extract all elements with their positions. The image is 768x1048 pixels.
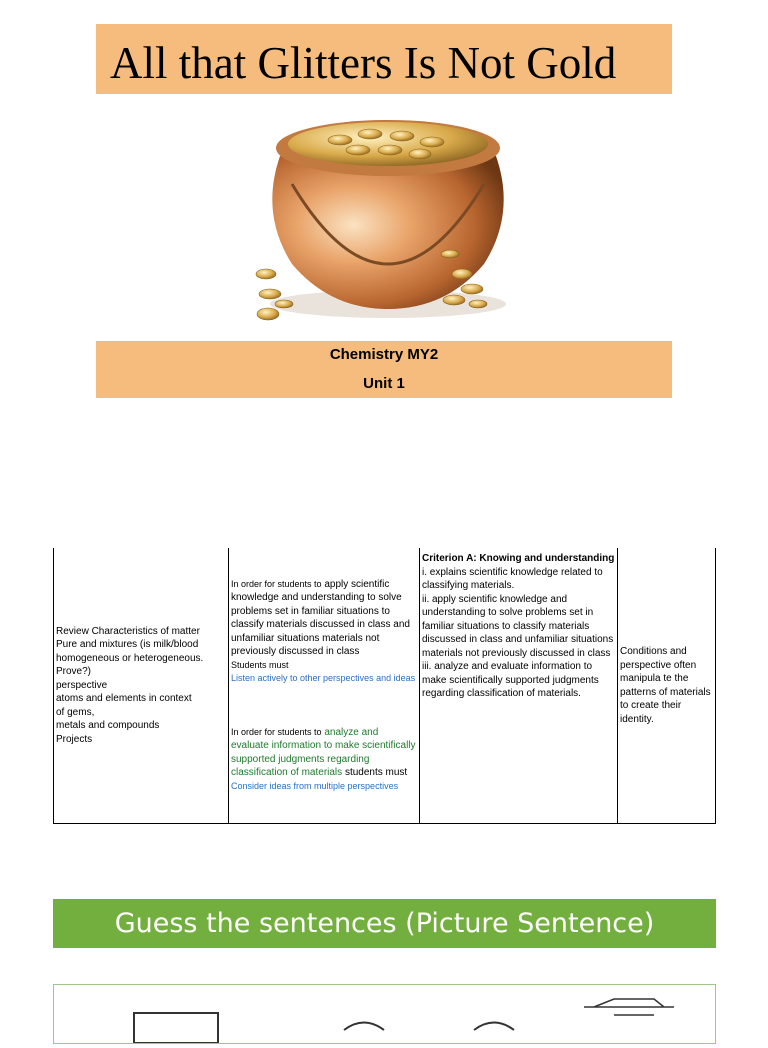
content-line: Review Characteristics of matter xyxy=(56,625,200,637)
title-banner xyxy=(96,24,672,94)
atl-skill: Consider ideas from multiple perspectives xyxy=(231,780,399,791)
content-line: Prove?) xyxy=(56,666,92,678)
content-line: of gems, xyxy=(56,706,95,718)
gold-pot-image xyxy=(240,104,536,336)
criterion-item: iii. analyze and evaluate information to make scientifically supported judgments regarding classification of materials. xyxy=(422,661,599,699)
atl-skill: Listen actively to other perspectives and ideas xyxy=(231,673,416,684)
atl-intro: In order for students to xyxy=(231,726,322,737)
guess-heading: Guess the sentences (Picture Sentence) xyxy=(53,899,716,948)
statement-of-inquiry: Conditions and perspective often manipula te the patterns of materials to create their identity. xyxy=(620,646,711,725)
unit-number: Unit 1 xyxy=(363,375,405,392)
picture-sentence-frame xyxy=(53,984,716,1044)
content-line: Pure and mixtures (is milk/blood xyxy=(56,639,199,651)
criterion-heading: Criterion A: Knowing and understanding xyxy=(422,553,615,564)
atl-text: analyze and evaluate information to make scientifically supported judgments regarding classification of materials xyxy=(231,726,416,779)
content-line: atoms and elements in context xyxy=(56,693,192,705)
atl-cell xyxy=(229,548,420,824)
content-line: metals and compounds xyxy=(56,720,160,732)
atl-block-2 xyxy=(231,726,417,794)
criterion-item: i. explains scientific knowledge related to classifying materials. xyxy=(422,566,603,591)
criterion-cell xyxy=(420,548,618,824)
table-row xyxy=(54,548,716,824)
page-title: All that Glitters Is Not Gold xyxy=(110,38,617,88)
content-line: perspective xyxy=(56,679,108,691)
content-cell xyxy=(54,548,229,824)
atl-block-1 xyxy=(231,578,417,686)
content-line: Projects xyxy=(56,733,93,745)
unit-plan-table xyxy=(53,548,716,824)
criterion-item: ii. apply scientific knowledge and understanding to solve problems set in familiar situations to classify materials discussed in class and unfamiliar situations materials not previously discussed in class xyxy=(422,593,614,659)
atl-must: Students must xyxy=(231,659,289,670)
atl-must: students must xyxy=(344,767,408,779)
content-line: homogeneous or heterogeneous. xyxy=(56,652,204,664)
course-name: Chemistry MY2 xyxy=(329,346,439,363)
statement-cell xyxy=(618,548,716,824)
atl-text: apply scientific knowledge and understanding to solve problems set in familiar situations to classify materials discussed in class and unfamiliar situations materials not previously discussed in class xyxy=(231,578,410,658)
atl-intro: In order for students to xyxy=(231,578,322,589)
course-banner xyxy=(96,341,672,398)
